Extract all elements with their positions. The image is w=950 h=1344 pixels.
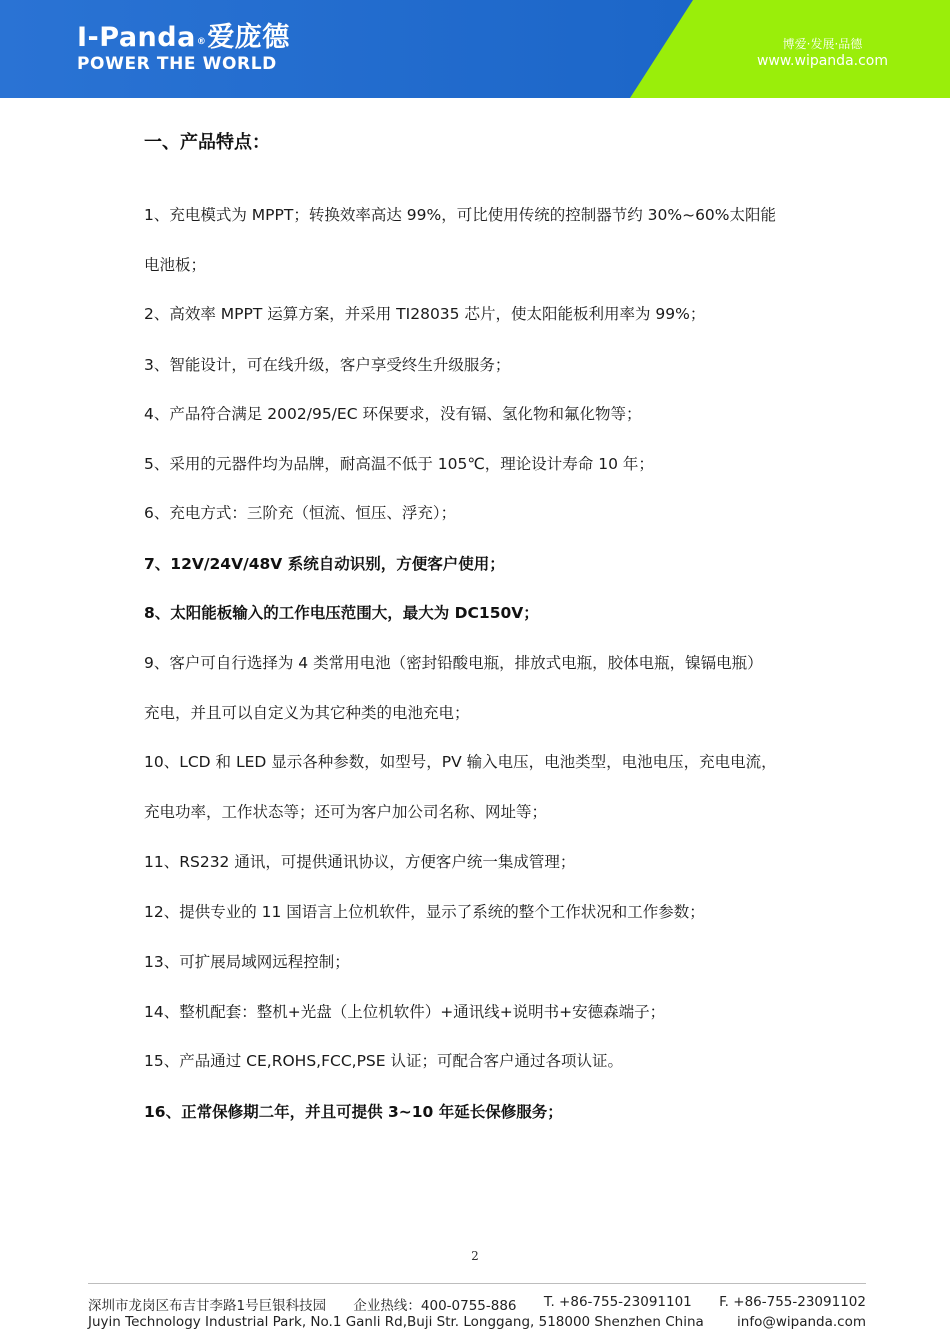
footer-address-en: Juyin Technology Industrial Park, No.1 Ganli Rd,Buji Str. Longgang, 518000 Shenzhen China <box>88 1314 704 1330</box>
footer-address-cn: 深圳市龙岗区布吉甘李路1号巨银科技园 <box>88 1298 327 1314</box>
feature-line-bold: 16、正常保修期二年，并且可提供 3~10 年延长保修服务； <box>144 1103 563 1121</box>
feature-line: 充电，并且可以自定义为其它种类的电池充电； <box>144 704 470 722</box>
feature-line: 电池板； <box>144 256 207 274</box>
header-website: www.wipanda.com <box>756 53 888 69</box>
feature-line: 12、提供专业的 11 国语言上位机软件，显示了系统的整个工作状况和工作参数； <box>144 903 705 921</box>
feature-line: 6、充电方式：三阶充（恒流、恒压、浮充）； <box>144 504 457 522</box>
feature-line: 1、充电模式为 MPPT；转换效率高达 99%，可比使用传统的控制器节约 30%~60%太阳能 <box>144 206 777 224</box>
footer-tel: T. +86-755-23091101 <box>543 1294 692 1310</box>
footer-row-contact <box>88 1294 866 1314</box>
header-right-info <box>757 36 888 70</box>
logo-brand <box>77 22 290 54</box>
section-title: 一、产品特点： <box>144 132 270 153</box>
logo-brand-chinese: 爱庞德 <box>207 22 290 53</box>
footer-row-address <box>88 1314 866 1330</box>
feature-line: 15、产品通过 CE,ROHS,FCC,PSE 认证；可配合客户通过各项认证。 <box>144 1052 623 1070</box>
feature-line: 3、智能设计，可在线升级，客户享受终生升级服务； <box>144 356 511 374</box>
feature-line: 13、可扩展局域网远程控制； <box>144 953 350 971</box>
footer-fax: F. +86-755-23091102 <box>719 1294 866 1310</box>
footer-hotline: 企业热线：400-0755-886 <box>353 1298 517 1314</box>
company-logo <box>77 22 290 74</box>
feature-line: 11、RS232 通讯，可提供通讯协议，方便客户统一集成管理； <box>144 853 576 871</box>
logo-brand-latin: I-Panda <box>77 22 196 53</box>
feature-line: 充电功率，工作状态等；还可为客户加公司名称、网址等； <box>144 803 548 821</box>
feature-line: 10、LCD 和 LED 显示各种参数，如型号，PV 输入电压，电池类型，电池电压，充电电流， <box>144 753 777 771</box>
page-number: 2 <box>471 1249 479 1263</box>
feature-line: 4、产品符合满足 2002/95/EC 环保要求，没有镉、氢化物和氟化物等； <box>144 405 642 423</box>
feature-line: 14、整机配套：整机+光盘（上位机软件）+通讯线+说明书+安德森端子； <box>144 1003 666 1021</box>
header-banner <box>0 0 950 98</box>
footer-email: info@wipanda.com <box>737 1314 866 1330</box>
feature-line: 2、高效率 MPPT 运算方案，并采用 TI28035 芯片，使太阳能板利用率为 99%； <box>144 305 706 323</box>
logo-tagline: POWER THE WORLD <box>77 54 277 74</box>
header-slogan: 博爱·发展·品德 <box>782 37 863 51</box>
footer-divider <box>88 1283 866 1284</box>
feature-line-bold: 7、12V/24V/48V 系统自动识别，方便客户使用； <box>144 555 505 573</box>
feature-line: 9、客户可自行选择为 4 类常用电池（密封铅酸电瓶，排放式电瓶，胶体电瓶，镍镉电瓶） <box>144 654 763 672</box>
feature-line: 5、采用的元器件均为品牌，耐高温不低于 105℃，理论设计寿命 10 年； <box>144 455 654 473</box>
feature-line-bold: 8、太阳能板输入的工作电压范围大，最大为 DC150V； <box>144 604 539 622</box>
registered-mark: ® <box>196 37 207 47</box>
